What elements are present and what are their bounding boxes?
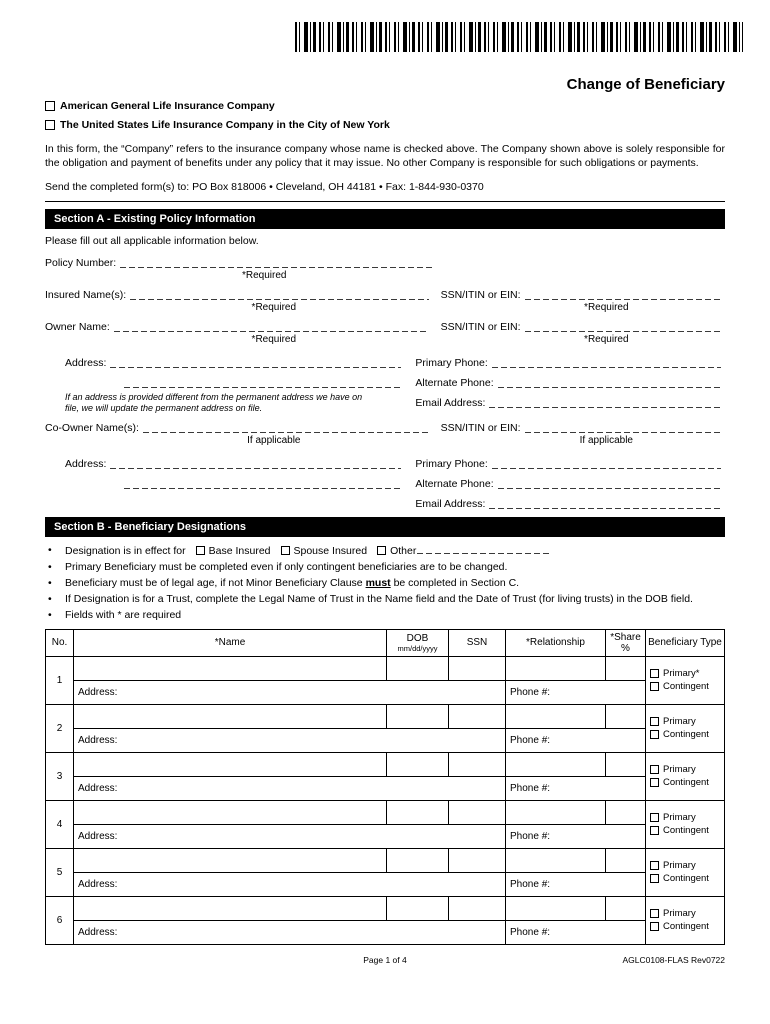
insured-required: *Required <box>251 301 297 313</box>
beneficiary-row-5-address <box>46 872 725 896</box>
co-owner-alternate-phone-label: Alternate Phone: <box>415 478 494 491</box>
owner-address-field-1[interactable] <box>110 356 401 368</box>
bullet-dot: • <box>48 544 52 557</box>
beneficiary-3-name-field[interactable] <box>74 752 387 776</box>
beneficiary-2-ssn-field[interactable] <box>449 704 506 728</box>
beneficiary-1-phone-field[interactable]: Phone #: <box>506 680 646 704</box>
owner-email-field[interactable] <box>489 396 721 408</box>
beneficiary-1-contingent-checkbox[interactable] <box>650 682 659 691</box>
beneficiary-4-dob-field[interactable] <box>387 800 449 824</box>
beneficiary-4-contingent-checkbox[interactable] <box>650 826 659 835</box>
legal-age-must: must <box>365 577 391 590</box>
section-b-header: Section B - Beneficiary Designations <box>45 517 725 537</box>
beneficiary-5-phone-field[interactable]: Phone #: <box>506 872 646 896</box>
beneficiary-3-number: 3 <box>46 752 74 800</box>
owner-row <box>45 320 725 333</box>
insured-ssn-label: SSN/ITIN or EIN: <box>440 288 521 301</box>
page-footer <box>45 955 725 965</box>
header-ssn: SSN <box>449 629 506 656</box>
header-dob: DOB mm/dd/yyyy <box>387 629 449 656</box>
beneficiary-4-name-field[interactable] <box>74 800 387 824</box>
section-a-note: Please fill out all applicable information below. <box>45 234 259 247</box>
insured-ssn-required: *Required <box>584 301 629 313</box>
beneficiary-3-relationship-field[interactable] <box>506 752 606 776</box>
base-insured-checkbox[interactable] <box>196 546 205 555</box>
owner-name-field[interactable] <box>114 320 429 332</box>
beneficiary-3-contingent-checkbox[interactable] <box>650 778 659 787</box>
beneficiary-5-share-field[interactable] <box>606 848 646 872</box>
beneficiary-6-relationship-field[interactable] <box>506 896 606 920</box>
intro-paragraph: In this form, the “Company” refers to the insurance company whose name is checked above. The Company shown above is solely responsible for the obligation and payment of benefits under any policy that it may issue. No other Company is responsible for such obligations or payments. <box>45 143 725 170</box>
owner-alternate-phone-label: Alternate Phone: <box>415 376 494 389</box>
beneficiary-3-dob-field[interactable] <box>387 752 449 776</box>
beneficiary-4-contingent-label: Contingent <box>663 825 709 837</box>
insured-required-row <box>45 302 725 313</box>
beneficiary-3-phone-field[interactable]: Phone #: <box>506 776 646 800</box>
beneficiary-2-number: 2 <box>46 704 74 752</box>
beneficiary-3-type-cell <box>646 752 725 800</box>
beneficiary-1-number: 1 <box>46 656 74 704</box>
bullet-primary-beneficiary <box>45 561 725 575</box>
beneficiary-2-relationship-field[interactable] <box>506 704 606 728</box>
beneficiary-1-name-field[interactable] <box>74 656 387 680</box>
beneficiary-3-ssn-field[interactable] <box>449 752 506 776</box>
owner-primary-phone-label: Primary Phone: <box>415 356 488 369</box>
other-designation-field[interactable] <box>417 544 552 554</box>
bullet-designation <box>45 544 725 559</box>
beneficiary-1-address-field[interactable]: Address: <box>74 680 506 704</box>
company-checkbox-usl[interactable] <box>45 120 55 130</box>
co-owner-address-field-2[interactable] <box>124 477 401 489</box>
beneficiary-2-address-field[interactable]: Address: <box>74 728 506 752</box>
policy-number-field[interactable] <box>120 256 432 268</box>
owner-address-label: Address: <box>65 356 107 369</box>
beneficiary-table-header-row <box>46 629 725 656</box>
beneficiary-4-number: 4 <box>46 800 74 848</box>
beneficiary-5-address-field[interactable]: Address: <box>74 872 506 896</box>
owner-primary-phone-field[interactable] <box>492 356 721 368</box>
beneficiary-4-address-field[interactable]: Address: <box>74 824 506 848</box>
beneficiary-2-type-cell <box>646 704 725 752</box>
owner-address-field-2[interactable] <box>124 376 401 388</box>
beneficiary-5-primary-label: Primary <box>663 860 696 872</box>
beneficiary-6-address-field[interactable]: Address: <box>74 920 506 944</box>
bullet-dot: • <box>48 577 52 590</box>
owner-alternate-phone-field[interactable] <box>498 376 721 388</box>
section-a-header: Section A - Existing Policy Information <box>45 209 725 229</box>
barcode <box>295 22 743 52</box>
co-owner-address-field-1[interactable] <box>110 457 401 469</box>
owner-required: *Required <box>251 333 297 345</box>
beneficiary-6-ssn-field[interactable] <box>449 896 506 920</box>
owner-name-label: Owner Name: <box>45 320 110 333</box>
company-label-agl: American General Life Insurance Company <box>60 100 275 112</box>
beneficiary-5-contingent-checkbox[interactable] <box>650 874 659 883</box>
owner-email-label: Email Address: <box>415 396 486 409</box>
beneficiary-3-contingent-label: Contingent <box>663 777 709 789</box>
beneficiary-2-name-field[interactable] <box>74 704 387 728</box>
header-no: No. <box>46 629 74 656</box>
beneficiary-2-primary-label: Primary <box>663 716 696 728</box>
co-owner-ssn-label: SSN/ITIN or EIN: <box>440 422 521 435</box>
beneficiary-row-4 <box>46 800 725 824</box>
form-number: AGLC0108-FLAS Rev0722 <box>622 954 725 965</box>
beneficiary-5-primary-checkbox[interactable] <box>650 861 659 870</box>
beneficiary-5-type-cell <box>646 848 725 896</box>
bullet-dot: • <box>48 608 52 621</box>
beneficiary-5-dob-field[interactable] <box>387 848 449 872</box>
beneficiary-1-type-cell <box>646 656 725 704</box>
beneficiary-1-primary-checkbox[interactable] <box>650 669 659 678</box>
co-owner-primary-phone-field[interactable] <box>492 457 721 469</box>
beneficiary-6-contingent-checkbox[interactable] <box>650 922 659 931</box>
beneficiary-4-primary-checkbox[interactable] <box>650 813 659 822</box>
beneficiary-5-relationship-field[interactable] <box>506 848 606 872</box>
company-option-agl <box>45 100 725 112</box>
owner-address-block <box>45 349 725 415</box>
insured-names-field[interactable] <box>130 288 428 300</box>
beneficiary-1-share-field[interactable] <box>606 656 646 680</box>
send-to-line: Send the completed form(s) to: PO Box 818006 • Cleveland, OH 44181 • Fax: 1-844-930-0370 <box>45 180 484 193</box>
divider <box>45 201 725 202</box>
bullet-required-text: Fields with * are required <box>65 608 182 621</box>
beneficiary-2-share-field[interactable] <box>606 704 646 728</box>
header-type: Beneficiary Type <box>646 629 725 656</box>
beneficiary-3-primary-label: Primary <box>663 764 696 776</box>
co-owner-ssn-if-applicable: If applicable <box>579 435 633 447</box>
insured-ssn-field[interactable] <box>525 288 721 300</box>
owner-required-row <box>45 334 725 345</box>
beneficiary-row-6 <box>46 896 725 920</box>
bullet-primary-text: Primary Beneficiary must be completed even if only contingent beneficiaries are to be changed. <box>65 561 508 574</box>
beneficiary-row-3-address <box>46 776 725 800</box>
co-owner-email-label: Email Address: <box>415 498 486 511</box>
beneficiary-6-phone-field[interactable]: Phone #: <box>506 920 646 944</box>
company-checkbox-agl[interactable] <box>45 101 55 111</box>
beneficiary-2-contingent-label: Contingent <box>663 729 709 741</box>
beneficiary-6-primary-checkbox[interactable] <box>650 909 659 918</box>
policy-number-row <box>45 256 725 269</box>
bullet-trust <box>45 593 725 607</box>
co-owner-alternate-phone-field[interactable] <box>498 477 721 489</box>
co-owner-names-label: Co-Owner Name(s): <box>45 422 139 435</box>
co-owner-row <box>45 421 725 434</box>
co-owner-email-field[interactable] <box>489 497 721 509</box>
beneficiary-2-phone-field[interactable]: Phone #: <box>506 728 646 752</box>
beneficiary-3-address-field[interactable]: Address: <box>74 776 506 800</box>
co-owner-applicable-row <box>45 435 725 446</box>
beneficiary-1-primary-label: Primary* <box>663 668 700 680</box>
owner-ssn-required: *Required <box>584 333 629 345</box>
beneficiary-1-contingent-label: Contingent <box>663 681 709 693</box>
address-update-note: If an address is provided different from the permanent address we have on file, we will update the permanent address on file. <box>65 391 363 414</box>
legal-age-text-pre: Beneficiary must be of legal age, if not Minor Beneficiary Clause <box>65 577 366 590</box>
base-insured-label: Base Insured <box>208 545 271 558</box>
beneficiary-4-ssn-field[interactable] <box>449 800 506 824</box>
beneficiary-6-dob-field[interactable] <box>387 896 449 920</box>
header-relationship: *Relationship <box>506 629 606 656</box>
beneficiary-6-share-field[interactable] <box>606 896 646 920</box>
beneficiary-1-ssn-field[interactable] <box>449 656 506 680</box>
beneficiary-5-contingent-label: Contingent <box>663 873 709 885</box>
co-owner-if-applicable: If applicable <box>247 435 301 447</box>
beneficiary-6-number: 6 <box>46 896 74 944</box>
beneficiary-table <box>45 629 725 945</box>
beneficiary-row-5 <box>46 848 725 872</box>
company-option-usl <box>45 119 725 131</box>
owner-ssn-field[interactable] <box>525 320 721 332</box>
page-number: Page 1 of 4 <box>363 954 407 965</box>
beneficiary-2-contingent-checkbox[interactable] <box>650 730 659 739</box>
company-label-usl: The United States Life Insurance Company in the City of New York <box>60 119 390 131</box>
insured-names-label: Insured Name(s): <box>45 288 127 301</box>
beneficiary-1-dob-field[interactable] <box>387 656 449 680</box>
co-owner-address-block <box>45 450 725 510</box>
beneficiary-2-dob-field[interactable] <box>387 704 449 728</box>
beneficiary-row-4-address <box>46 824 725 848</box>
bullet-legal-age <box>45 577 725 591</box>
other-checkbox[interactable] <box>377 546 386 555</box>
beneficiary-4-type-cell <box>646 800 725 848</box>
beneficiary-4-phone-field[interactable]: Phone #: <box>506 824 646 848</box>
other-label: Other <box>390 545 417 558</box>
co-owner-names-field[interactable] <box>143 421 429 433</box>
header-name: *Name <box>74 629 387 656</box>
spouse-insured-label: Spouse Insured <box>293 545 368 558</box>
beneficiary-6-type-cell <box>646 896 725 944</box>
beneficiary-row-6-address <box>46 920 725 944</box>
page-title: Change of Beneficiary <box>566 76 725 93</box>
beneficiary-5-ssn-field[interactable] <box>449 848 506 872</box>
beneficiary-2-primary-checkbox[interactable] <box>650 717 659 726</box>
bullet-dot: • <box>48 561 52 574</box>
bullet-trust-text: If Designation is for a Trust, complete the Legal Name of Trust in the Name field and the Date of Trust (for living trusts) in the DOB field. <box>65 593 693 606</box>
owner-ssn-label: SSN/ITIN or EIN: <box>440 320 521 333</box>
beneficiary-row-1 <box>46 656 725 680</box>
co-owner-address-label: Address: <box>65 458 107 471</box>
designation-prefix: Designation is in effect for <box>65 545 186 558</box>
beneficiary-3-primary-checkbox[interactable] <box>650 765 659 774</box>
beneficiary-row-2 <box>46 704 725 728</box>
beneficiary-5-number: 5 <box>46 848 74 896</box>
beneficiary-4-primary-label: Primary <box>663 812 696 824</box>
bullet-required-fields <box>45 609 725 623</box>
policy-number-label: Policy Number: <box>45 256 117 269</box>
beneficiary-4-relationship-field[interactable] <box>506 800 606 824</box>
beneficiary-row-2-address <box>46 728 725 752</box>
section-b-bullets <box>45 544 725 622</box>
header-share: *Share % <box>606 629 646 656</box>
spouse-insured-checkbox[interactable] <box>281 546 290 555</box>
bullet-dot: • <box>48 593 52 606</box>
beneficiary-5-name-field[interactable] <box>74 848 387 872</box>
beneficiary-row-1-address <box>46 680 725 704</box>
beneficiary-4-share-field[interactable] <box>606 800 646 824</box>
insured-row <box>45 288 725 301</box>
beneficiary-6-contingent-label: Contingent <box>663 921 709 933</box>
co-owner-ssn-field[interactable] <box>525 421 721 433</box>
header-dob-format: mm/dd/yyyy <box>397 643 438 653</box>
policy-number-required: *Required <box>242 269 287 281</box>
beneficiary-6-name-field[interactable] <box>74 896 387 920</box>
co-owner-primary-phone-label: Primary Phone: <box>415 458 488 471</box>
beneficiary-6-primary-label: Primary <box>663 908 696 920</box>
legal-age-text-post: be completed in Section C. <box>390 577 520 590</box>
beneficiary-3-share-field[interactable] <box>606 752 646 776</box>
beneficiary-1-relationship-field[interactable] <box>506 656 606 680</box>
beneficiary-row-3 <box>46 752 725 776</box>
